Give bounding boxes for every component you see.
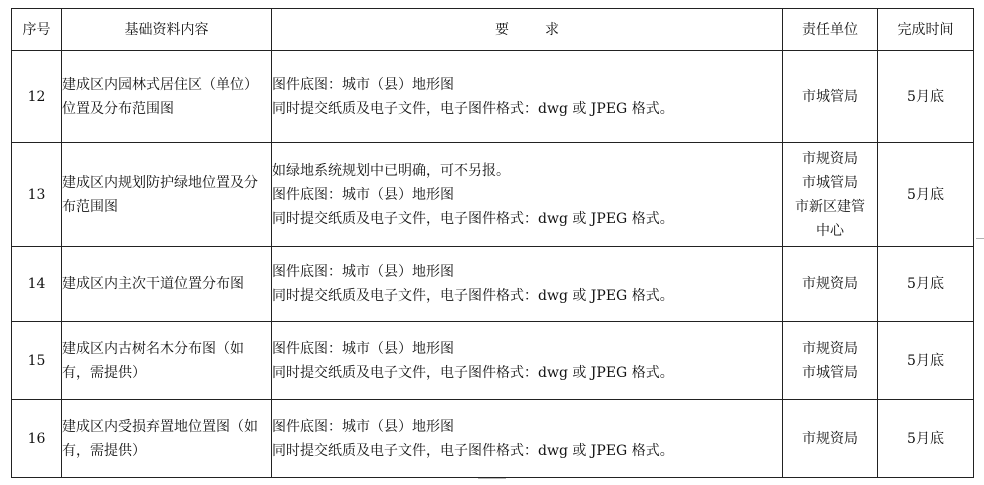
row-no: 16 <box>12 400 62 478</box>
header-req-char-2: 求 <box>545 21 559 38</box>
document-page <box>11 8 974 478</box>
row-requirements <box>272 51 783 143</box>
row-item: 建成区内古树名木分布图（如有，需提供） <box>62 322 272 400</box>
row-requirements <box>272 247 783 322</box>
req-line: 同时提交纸质及电子文件，电子图件格式：dwg 或 JPEG 格式。 <box>272 442 674 459</box>
header-req-char-1: 要 <box>495 21 509 38</box>
row-requirements <box>272 143 783 247</box>
table-row <box>12 400 974 478</box>
header-requirements <box>272 9 783 51</box>
header-item: 基础资料内容 <box>62 9 272 51</box>
page-edge-marker <box>976 238 984 239</box>
table-header-row <box>12 9 974 51</box>
unit-line: 市城管局 <box>802 88 858 105</box>
row-unit <box>783 400 878 478</box>
req-line: 图件底图：城市（县）地形图 <box>272 264 454 280</box>
row-unit <box>783 51 878 143</box>
row-no: 13 <box>12 143 62 247</box>
req-line: 同时提交纸质及电子文件，电子图件格式：dwg 或 JPEG 格式。 <box>272 100 674 117</box>
row-no: 14 <box>12 247 62 322</box>
table-row <box>12 51 974 143</box>
req-line: 同时提交纸质及电子文件，电子图件格式：dwg 或 JPEG 格式。 <box>272 210 674 227</box>
row-unit <box>783 247 878 322</box>
row-time: 5月底 <box>878 322 974 400</box>
row-item: 建成区内园林式居住区（单位）位置及分布范围图 <box>62 51 272 143</box>
row-unit <box>783 143 878 247</box>
req-line: 图件底图：城市（县）地形图 <box>272 76 454 93</box>
materials-table <box>11 8 974 478</box>
unit-line: 中心 <box>816 222 844 239</box>
row-requirements <box>272 400 783 478</box>
unit-line: 市规资局 <box>802 340 858 357</box>
row-item: 建成区内规划防护绿地位置及分布范围图 <box>62 143 272 247</box>
header-time: 完成时间 <box>878 9 974 51</box>
unit-line: 市规资局 <box>802 430 858 447</box>
row-no: 12 <box>12 51 62 143</box>
table-row <box>12 322 974 400</box>
unit-line: 市新区建管 <box>795 198 865 215</box>
row-requirements <box>272 322 783 400</box>
row-item: 建成区内主次干道位置分布图 <box>62 247 272 322</box>
row-time: 5月底 <box>878 51 974 143</box>
table-row <box>12 247 974 322</box>
req-line: 同时提交纸质及电子文件，电子图件格式：dwg 或 JPEG 格式。 <box>272 288 674 304</box>
unit-line: 市规资局 <box>802 276 858 292</box>
row-unit <box>783 322 878 400</box>
req-line: 如绿地系统规划中已明确，可不另报。 <box>272 162 510 179</box>
header-unit: 责任单位 <box>783 9 878 51</box>
row-time: 5月底 <box>878 143 974 247</box>
table-row <box>12 143 974 247</box>
req-line: 图件底图：城市（县）地形图 <box>272 340 454 357</box>
unit-line: 市城管局 <box>802 174 858 191</box>
req-line: 图件底图：城市（县）地形图 <box>272 186 454 203</box>
unit-line: 市城管局 <box>802 364 858 381</box>
row-no: 15 <box>12 322 62 400</box>
row-time: 5月底 <box>878 400 974 478</box>
req-line: 同时提交纸质及电子文件，电子图件格式：dwg 或 JPEG 格式。 <box>272 364 674 381</box>
unit-line: 市规资局 <box>802 150 858 167</box>
req-line: 图件底图：城市（县）地形图 <box>272 418 454 435</box>
row-time: 5月底 <box>878 247 974 322</box>
row-item: 建成区内受损弃置地位置图（如有，需提供） <box>62 400 272 478</box>
header-no: 序号 <box>12 9 62 51</box>
